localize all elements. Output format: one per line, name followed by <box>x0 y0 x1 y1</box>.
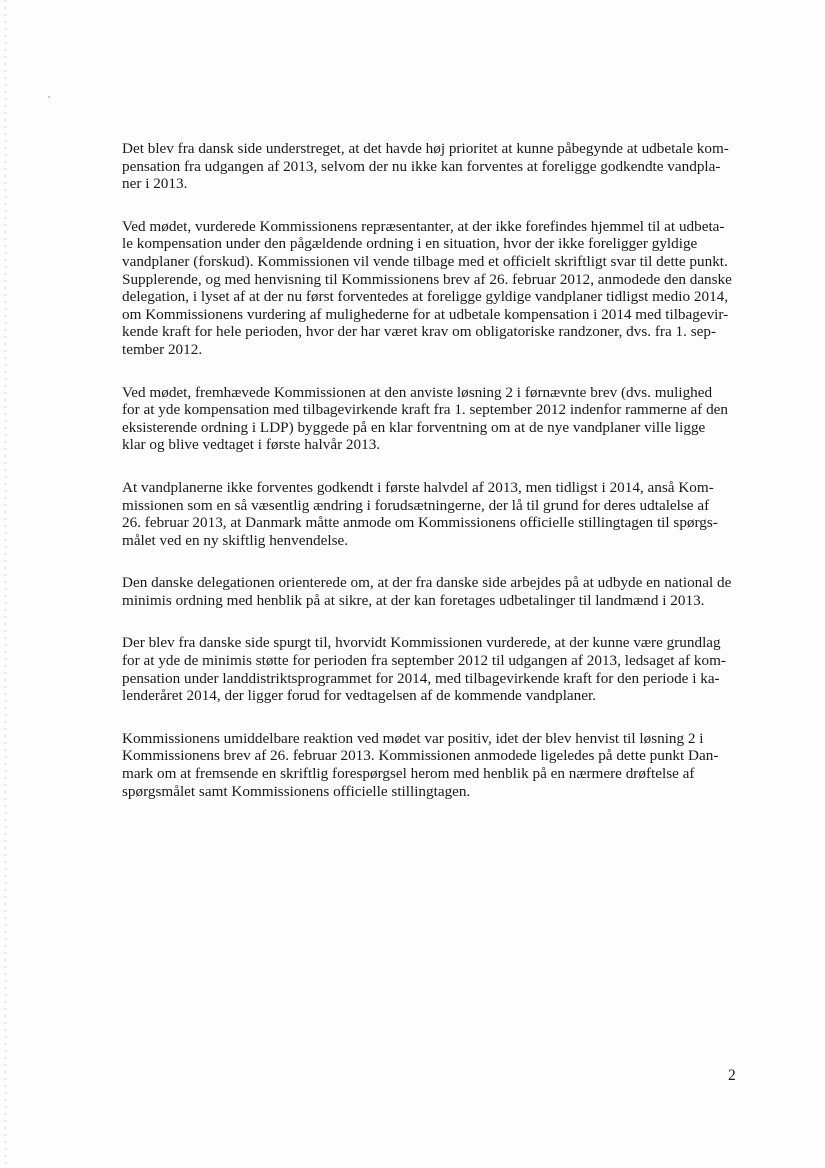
paragraph-3 <box>122 384 738 454</box>
scan-speck <box>48 96 50 98</box>
paragraph-line: Ved mødet, vurderede Kommissionens repræsentanter, at der ikke forefindes hjemmel til at udbeta- <box>122 217 725 235</box>
paragraph-line: kende kraft for hele perioden, hvor der har været krav om obligatoriske randzoner, dvs. fra 1. sep- <box>122 323 717 341</box>
paragraph-line: tember 2012. <box>122 340 203 358</box>
paragraph-line: mark om at fremsende en skriftlig forespørgsel herom med henblik på en nærmere drøftelse af <box>122 765 695 783</box>
paragraph-6 <box>122 634 738 704</box>
paragraph-line: Supplerende, og med henvisning til Kommissionens brev af 26. februar 2012, anmodede den danske <box>122 270 732 288</box>
paragraph-line: pensation fra udgangen af 2013, selvom der nu ikke kan forventes at foreligge godkendte vandpla- <box>122 157 721 175</box>
paragraph-line: Kommissionens brev af 26. februar 2013. Kommissionen anmodede ligeledes på dette punkt Dan- <box>122 747 719 765</box>
paragraph-line: Ved mødet, fremhævede Kommissionen at den anviste løsning 2 i førnævnte brev (dvs. mulighed <box>122 383 713 401</box>
paragraph-line: klar og blive vedtaget i første halvår 2013. <box>122 436 381 454</box>
paragraph-line: for at yde kompensation med tilbagevirkende kraft fra 1. september 2012 indenfor rammerne af den <box>122 401 729 419</box>
paragraph-line: ner i 2013. <box>122 175 188 193</box>
paragraph-line: vandplaner (forskud). Kommissionen vil vende tilbage med et officielt skriftligt svar til dette punkt. <box>122 252 728 270</box>
paragraph-line: At vandplanerne ikke forventes godkendt i første halvdel af 2013, men tidligst i 2014, anså Kom- <box>122 478 714 496</box>
document-body <box>122 140 738 825</box>
paragraph-5 <box>122 574 738 609</box>
paragraph-line: pensation under landdistriktsprogrammet for 2014, med tilbagevirkende kraft for den periode i ka- <box>122 669 720 687</box>
paragraph-4 <box>122 479 738 549</box>
paragraph-2 <box>122 218 738 359</box>
paragraph-line: Det blev fra dansk side understreget, at det havde høj prioritet at kunne påbegynde at udbetale kom- <box>122 140 729 157</box>
paragraph-7 <box>122 730 738 800</box>
paragraph-line: eksisterende ordning i LDP) byggede på en klar forventning om at de nye vandplaner ville ligge <box>122 418 706 436</box>
paragraph-line: 26. februar 2013, at Danmark måtte anmode om Kommissionens officielle stillingtagen til spørgs- <box>122 514 718 532</box>
page-number: 2 <box>728 1067 736 1084</box>
paragraph-line: Den danske delegationen orienterede om, at der fra danske side arbejdes på at udbyde en national de <box>122 574 732 592</box>
paragraph-1 <box>122 140 738 193</box>
paragraph-line: spørgsmålet samt Kommissionens officielle stillingtagen. <box>122 782 471 800</box>
paragraph-line: Der blev fra danske side spurgt til, hvorvidt Kommissionen vurderede, at der kunne være grundlag <box>122 634 721 652</box>
paragraph-line: målet ved en ny skiftlig henvendelse. <box>122 531 349 549</box>
paragraph-line: Kommissionens umiddelbare reaktion ved mødet var positiv, idet der blev henvist til løsning 2 i <box>122 729 704 747</box>
paragraph-line: missionen som en så væsentlig ændring i forudsætningerne, der lå til grund for deres udtalelse af <box>122 496 710 514</box>
paragraph-line: om Kommissionens vurdering af mulighederne for at udbetale kompensation i 2014 med tilbagevir- <box>122 305 729 323</box>
paragraph-line: delegation, i lyset af at der nu først forventedes at foreligge gyldige vandplaner tidligst medio 2014, <box>122 288 729 306</box>
scan-edge-marks <box>4 0 7 1168</box>
paragraph-line: for at yde de minimis støtte for perioden fra september 2012 til udgangen af 2013, ledsaget af kom- <box>122 652 726 670</box>
paragraph-line: le kompensation under den pågældende ordning i en situation, hvor der ikke foreligger gyldige <box>122 235 698 253</box>
paragraph-line: lenderåret 2014, der ligger forud for vedtagelsen af de kommende vandplaner. <box>122 687 597 705</box>
paragraph-line: minimis ordning med henblik på at sikre, at der kan foretages udbetalinger til landmænd i 2013. <box>122 591 705 609</box>
